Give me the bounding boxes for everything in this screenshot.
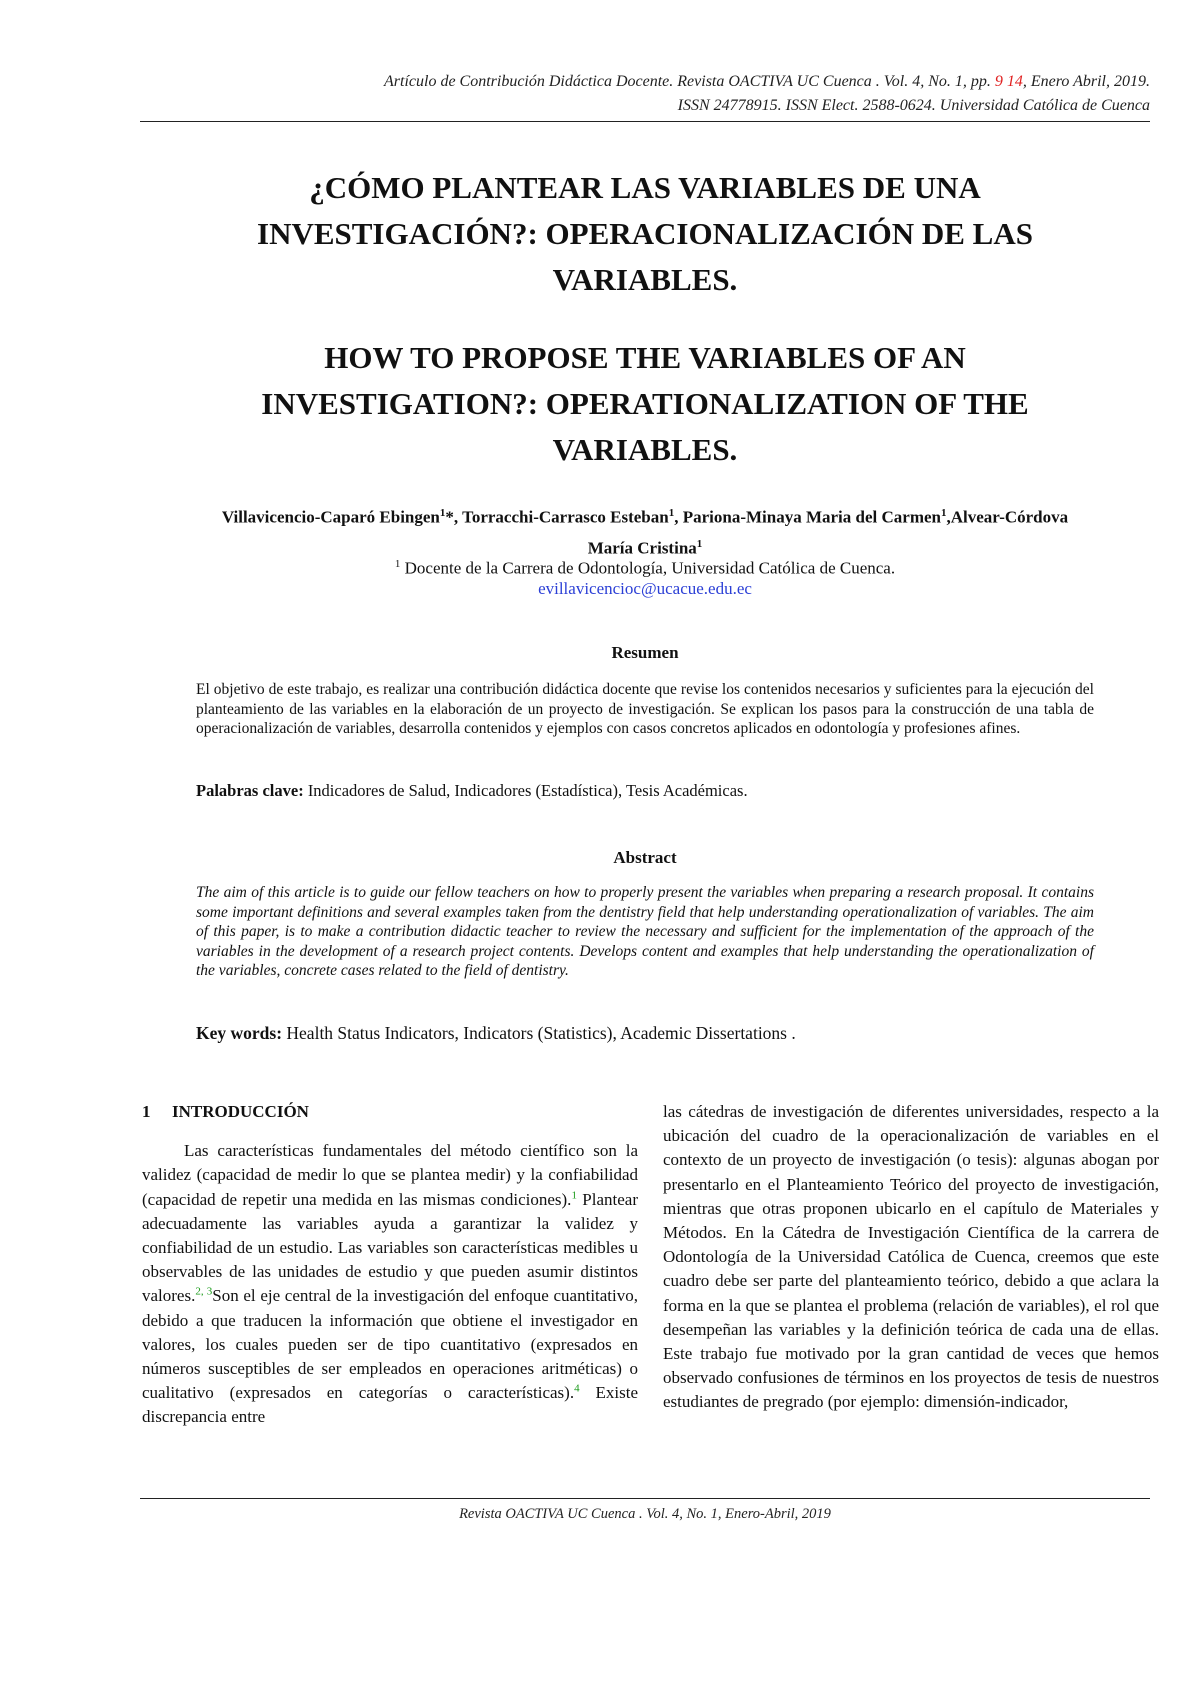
issn-line: ISSN 24778915. ISSN Elect. 2588-0624. Universidad Católica de Cuenca <box>677 97 1150 114</box>
citation-link[interactable]: 4 <box>574 1382 580 1395</box>
palabras-clave <box>196 780 1094 802</box>
body-column-left <box>142 1100 638 1430</box>
resumen-heading: Resumen <box>611 643 679 662</box>
key-words-label: Key words: <box>196 1023 283 1043</box>
journal-date: , Enero Abril, 2019. <box>1022 73 1150 90</box>
footer-rule <box>140 1498 1150 1499</box>
title-spanish-line: ¿CÓMO PLANTEAR LAS VARIABLES DE UNA <box>309 170 981 205</box>
intro-paragraph-continued: las cátedras de investigación de diferentes universidades, respecto a la ubicación del cuadro de la operacionalización de variables en el contexto de un proyecto de investigación (o tesis): algunas abogan por presentarlo en el Planteamiento Teórico del proyecto de investigación, mientras que otras proponen ubicarlo en el capítulo de Materiales y Métodos. En la Cátedra de Investigación Científica de la carrera de Odontología de la Universidad Católica de Cuenca, creemos que este cuadro debe ser parte del planteamiento teórico, debido a que aclara la forma en la que se plantea el problema (relación de variables), el rol que desempeñan las variables y la definición teórica de cada una de ellas. Este trabajo fue motivado por la gran cantidad de veces que hemos observado confusiones de términos en los proyectos de tesis de nuestros estudiantes de pregrado (por ejemplo: dimensión-indicador, <box>663 1102 1159 1412</box>
abstract-heading: Abstract <box>613 848 677 867</box>
affiliation-mark: 1 <box>668 507 675 519</box>
affiliation-text: Docente de la Carrera de Odontología, Universidad Católica de Cuenca. <box>400 558 896 578</box>
intro-text: Las características fundamentales del método científico son la validez (capacidad de medir lo que se plantea medir) y la confiabilidad (capacidad de repetir una medida en las mismas condiciones). <box>142 1141 638 1209</box>
running-header-line-1 <box>140 70 1150 94</box>
corresponding-mark: * <box>445 507 454 527</box>
title-english-line: HOW TO PROPOSE THE VARIABLES OF AN <box>324 340 966 375</box>
key-words-text: Health Status Indicators, Indicators (Statistics), Academic Dissertations . <box>282 1023 796 1043</box>
title-english-line: VARIABLES. <box>552 432 738 467</box>
palabras-clave-label: Palabras clave: <box>196 781 304 800</box>
page-end-link[interactable]: 14 <box>1006 73 1023 90</box>
header-rule <box>140 121 1150 122</box>
running-header <box>140 70 1150 118</box>
page-footer: Revista OACTIVA UC Cuenca . Vol. 4, No. 1, Enero-Abril, 2019 <box>459 1506 831 1522</box>
key-words <box>196 1022 1094 1044</box>
journal-citation: Artículo de Contribución Didáctica Docente. Revista OACTIVA UC Cuenca . Vol. 4, No. 1, pp. <box>384 73 995 90</box>
author-name: , Pariona-Minaya Maria del Carmen <box>674 507 941 527</box>
author-name: Villavicencio-Caparó Ebingen <box>221 507 440 527</box>
affiliation-mark: 1 <box>394 558 401 570</box>
affiliation-mark: 1 <box>439 507 446 519</box>
palabras-clave-text: Indicadores de Salud, Indicadores (Estadística), Tesis Académicas. <box>303 781 748 800</box>
title-english <box>140 335 1150 473</box>
page-start-link[interactable]: 9 <box>994 73 1003 90</box>
title-english-line: INVESTIGATION?: OPERATIONALIZATION OF THE <box>261 386 1029 421</box>
intro-paragraph <box>142 1139 638 1429</box>
title-spanish-line: INVESTIGACIÓN?: OPERACIONALIZACIÓN DE LAS <box>257 216 1033 251</box>
introduction-heading <box>142 1100 638 1124</box>
body-column-right <box>663 1100 1159 1415</box>
author-email-link[interactable]: evillavicencioc@ucacue.edu.ec <box>538 579 752 598</box>
author-line-1 <box>140 500 1150 531</box>
abstract-text: The aim of this article is to guide our fellow teachers on how to properly present the variables when preparing a research proposal. It contains some important definitions and several examples taken from the dentistry field that help understanding operationalization of variables. The aim of this paper, is to make a contribution didactic teacher to review the necessary and sufficient for the implementation of the approach of the variables in the development of a research project contents. Develops content and examples that help understanding the operationalization of the variables, concrete cases related to the field of dentistry. <box>196 884 1094 979</box>
section-title: INTRODUCCIÓN <box>172 1102 309 1121</box>
intro-text: Existe discrepancia entre <box>142 1383 638 1427</box>
affiliation-mark: 1 <box>940 507 947 519</box>
intro-text: Plantear adecuadamente las variables ayuda a garantizar la validez y confiabilidad de un estudio. Las variables son características medibles u observables de las unidades de estudio y que pueden asumir distintos valores. <box>142 1189 638 1306</box>
title-spanish-line: VARIABLES. <box>552 262 738 297</box>
author-name: María Cristina <box>587 538 697 558</box>
author-name: ,Alvear-Córdova <box>946 507 1069 527</box>
resumen-text: El objetivo de este trabajo, es realizar una contribución didáctica docente que revise los contenidos necesarios y suficientes para la ejecución del planteamiento de las variables en la elaboración de un proyecto de investigación. Se explican los pasos para la construcción de una tabla de operacionalización de variables, desarrolla contenidos y ejemplos con casos concretos aplicados en odontología y profesiones afines. <box>196 681 1094 737</box>
affiliation-mark: 1 <box>696 537 703 550</box>
citation-link[interactable]: 2, 3 <box>195 1285 213 1298</box>
section-number: 1 <box>142 1102 151 1121</box>
author-name: , Torracchi-Carrasco Esteban <box>453 507 669 527</box>
citation-link[interactable]: 1 <box>571 1188 577 1201</box>
title-spanish <box>140 165 1150 303</box>
intro-text: Son el eje central de la investigación del enfoque cuantitativo, debido a que traducen la información que obtiene el investigador en valores, los cuales pueden ser de tipo cuantitativo (expresados en números susceptibles de ser empleados en operaciones aritméticas) o cualitativo (expresados en categorías o características). <box>142 1286 639 1403</box>
